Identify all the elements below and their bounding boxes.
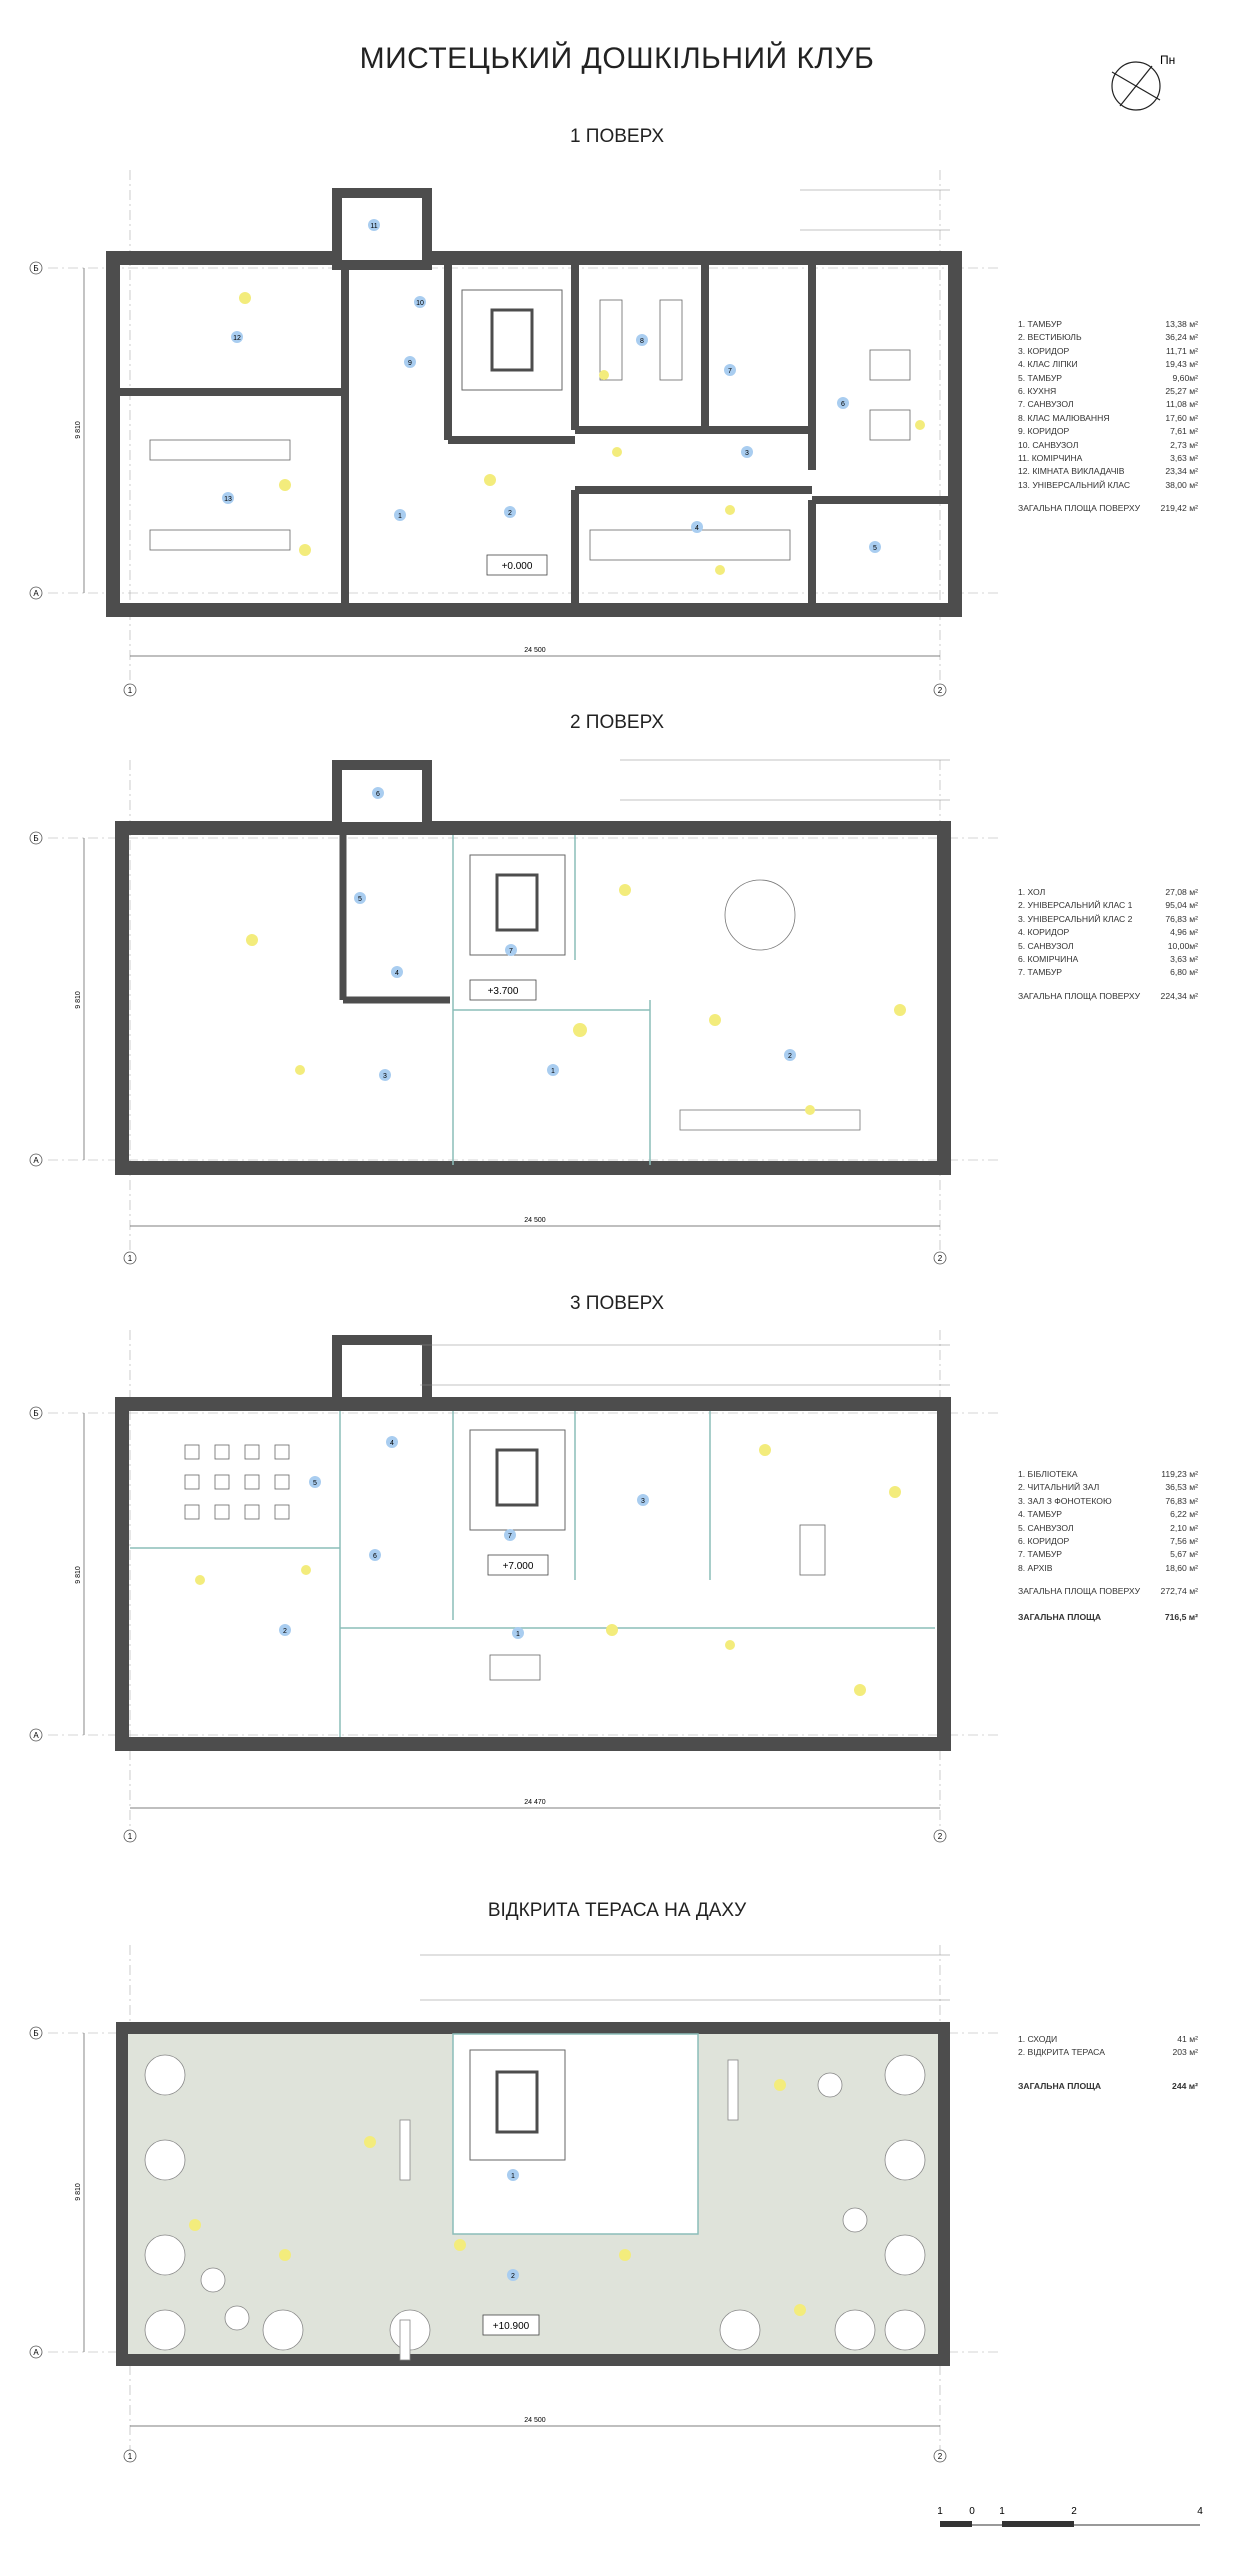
svg-text:2: 2	[283, 1628, 287, 1635]
room-name: 8. АРХІВ	[1018, 1562, 1053, 1573]
svg-text:5: 5	[358, 896, 362, 903]
room-area: 18,60 м²	[1165, 1562, 1198, 1573]
legend-row	[1018, 953, 1198, 966]
floor-1-depth-dim: 9 810	[75, 421, 82, 439]
room-area: 19,43 м²	[1165, 359, 1198, 370]
room-area: 23,34 м²	[1165, 466, 1198, 477]
floor-2-title: 2 ПОВЕРХ	[569, 712, 665, 733]
legend-row	[1018, 966, 1198, 979]
svg-text:4: 4	[390, 1440, 394, 1447]
svg-text:2: 2	[508, 510, 512, 517]
legend-row	[1018, 358, 1198, 371]
room-name: 8. КЛАС МАЛЮВАННЯ	[1018, 412, 1110, 423]
legend-row	[1018, 331, 1198, 344]
legend-row	[1018, 2033, 1198, 2046]
axis-a-label: А	[33, 589, 39, 598]
roof-width-dim: 24 500	[524, 2417, 546, 2424]
floor-3-width-dim: 24 470	[524, 1799, 546, 1806]
room-name: 5. САНВУЗОЛ	[1018, 940, 1074, 951]
room-area: 76,83 м²	[1165, 1495, 1198, 1506]
svg-text:6: 6	[841, 401, 845, 408]
legend-row	[1018, 1562, 1198, 1575]
legend-row	[1018, 940, 1198, 953]
legend-row	[1018, 1522, 1198, 1535]
room-name: 4. КОРИДОР	[1018, 927, 1070, 938]
floor-3-total	[1018, 1585, 1198, 1598]
axis-1-label: 1	[127, 1254, 133, 1263]
floor-1-title: 1 ПОВЕРХ	[569, 126, 665, 147]
room-name: 4. ТАМБУР	[1018, 1509, 1063, 1520]
scale-label-4: 2	[1071, 2506, 1077, 2517]
legend-row	[1018, 1548, 1198, 1561]
floor-2-level-label: +3.700	[487, 986, 519, 997]
room-name: 5. ТАМБУР	[1018, 372, 1063, 383]
svg-text:3: 3	[383, 1073, 387, 1080]
room-area: 27,08 м²	[1165, 887, 1198, 897]
axis-b-label: Б	[33, 264, 39, 273]
room-area: 7,56 м²	[1170, 1536, 1198, 1547]
legend-row	[1018, 452, 1198, 465]
scale-label-1: 1	[937, 2506, 943, 2517]
scale-bar	[937, 2506, 1203, 2527]
legend-row	[1018, 899, 1198, 912]
room-area: 6,22 м²	[1170, 1509, 1198, 1520]
axis-2-label: 2	[937, 686, 943, 695]
room-name: 2. ВЕСТИБЮЛЬ	[1018, 332, 1082, 343]
scale-label-2: 0	[969, 2506, 975, 2517]
legend-row	[1018, 439, 1198, 452]
svg-text:5: 5	[313, 1480, 317, 1487]
svg-text:1: 1	[551, 1068, 555, 1075]
grand-total-label: ЗАГАЛЬНА ПЛОЩА	[1018, 1611, 1102, 1622]
total-label: ЗАГАЛЬНА ПЛОЩА ПОВЕРХУ	[1018, 503, 1141, 514]
total-value: 224,34 м²	[1160, 990, 1198, 1001]
room-area: 3,63 м²	[1170, 453, 1198, 464]
legend-row	[1018, 913, 1198, 926]
room-name: 6. КУХНЯ	[1018, 386, 1057, 397]
legend-row	[1018, 2046, 1198, 2059]
room-name: 11. КОМІРЧИНА	[1018, 453, 1083, 464]
axis-2-label: 2	[937, 1832, 943, 1841]
svg-text:3: 3	[641, 1498, 645, 1505]
floor-2-plan	[30, 760, 1000, 1264]
room-area: 95,04 м²	[1165, 900, 1198, 911]
room-area: 36,24 м²	[1165, 332, 1198, 343]
room-area: 7,61 м²	[1170, 426, 1198, 437]
room-name: 1. ТАМБУР	[1018, 319, 1063, 329]
room-name: 3. УНІВЕРСАЛЬНИЙ КЛАС 2	[1018, 913, 1133, 924]
svg-text:4: 4	[395, 970, 399, 977]
svg-text:4: 4	[695, 525, 699, 532]
north-label: Пн	[1160, 53, 1176, 67]
legend-row	[1018, 1481, 1198, 1494]
legend-row	[1018, 926, 1198, 939]
axis-2-label: 2	[937, 1254, 943, 1263]
room-name: 1. СХОДИ	[1018, 2034, 1058, 2044]
room-name: 3. ЗАЛ З ФОНОТЕКОЮ	[1018, 1495, 1112, 1506]
roof-depth-dim: 9 810	[75, 2183, 82, 2201]
svg-text:6: 6	[373, 1553, 377, 1560]
room-area: 10,00м²	[1167, 940, 1198, 951]
axis-b-label: Б	[33, 834, 39, 843]
room-area: 2,10 м²	[1170, 1522, 1198, 1533]
room-name: 7. ТАМБУР	[1018, 967, 1063, 978]
room-area: 2,73 м²	[1170, 439, 1198, 450]
floor-2-total	[1018, 990, 1198, 1003]
room-area: 6,80 м²	[1170, 967, 1198, 978]
svg-text:3: 3	[745, 450, 749, 457]
svg-text:7: 7	[509, 948, 513, 955]
axis-a-label: А	[33, 2348, 39, 2357]
axis-b-label: Б	[33, 2029, 39, 2038]
svg-text:6: 6	[376, 791, 380, 798]
total-label: ЗАГАЛЬНА ПЛОЩА	[1018, 2080, 1102, 2091]
room-name: 13. УНІВЕРСАЛЬНИЙ КЛАС	[1018, 479, 1131, 490]
svg-text:12: 12	[233, 335, 241, 342]
floor-2-depth-dim: 9 810	[75, 991, 82, 1009]
room-name: 2. ВІДКРИТА ТЕРАСА	[1018, 2047, 1105, 2058]
room-name: 12. КІМНАТА ВИКЛАДАЧІВ	[1018, 466, 1125, 477]
grand-total-value: 716,5 м²	[1164, 1611, 1198, 1622]
legend-row	[1018, 345, 1198, 358]
legend-row	[1018, 385, 1198, 398]
room-name: 4. КЛАС ЛІПКИ	[1018, 359, 1078, 370]
floor-3-level-label: +7.000	[502, 1561, 534, 1572]
room-area: 3,63 м²	[1170, 954, 1198, 965]
svg-text:11: 11	[370, 223, 378, 230]
room-area: 13,38 м²	[1165, 319, 1198, 329]
room-area: 203 м²	[1172, 2047, 1198, 2058]
svg-text:1: 1	[398, 513, 402, 520]
svg-text:5: 5	[873, 545, 877, 552]
floor-3-room-numbers	[279, 1436, 649, 1639]
floor-1-total	[1018, 502, 1198, 515]
axis-1-label: 1	[127, 1832, 133, 1841]
room-name: 2. ЧИТАЛЬНИЙ ЗАЛ	[1018, 1482, 1100, 1493]
room-area: 4,96 м²	[1170, 927, 1198, 938]
axis-b-label: Б	[33, 1409, 39, 1418]
scale-label-5: 4	[1197, 2506, 1203, 2517]
room-area: 119,23 м²	[1161, 1469, 1198, 1479]
svg-text:7: 7	[508, 1533, 512, 1540]
floor-1-legend	[1018, 318, 1198, 516]
total-label: ЗАГАЛЬНА ПЛОЩА ПОВЕРХУ	[1018, 1586, 1141, 1597]
roof-title: ВІДКРИТА ТЕРАСА НА ДАХУ	[487, 1900, 747, 1921]
floor-3-title: 3 ПОВЕРХ	[569, 1293, 665, 1314]
legend-row	[1018, 1535, 1198, 1548]
room-area: 5,67 м²	[1170, 1549, 1198, 1560]
legend-row	[1018, 398, 1198, 411]
floor-1-width-dim: 24 500	[524, 647, 546, 654]
legend-row	[1018, 1495, 1198, 1508]
svg-text:1: 1	[516, 1631, 520, 1638]
legend-row	[1018, 479, 1198, 492]
roof-total	[1018, 2080, 1198, 2093]
room-name: 3. КОРИДОР	[1018, 345, 1070, 356]
total-value: 219,42 м²	[1160, 503, 1198, 514]
svg-text:9: 9	[408, 360, 412, 367]
svg-text:2: 2	[788, 1053, 792, 1060]
floor-3-depth-dim: 9 810	[75, 1566, 82, 1584]
roof-legend	[1018, 2033, 1198, 2093]
roof-terrace-plan	[30, 1945, 1000, 2462]
room-area: 36,53 м²	[1165, 1482, 1198, 1493]
floor-2-legend	[1018, 886, 1198, 1003]
room-name: 10. САНВУЗОЛ	[1018, 439, 1079, 450]
legend-row	[1018, 465, 1198, 478]
svg-text:7: 7	[728, 368, 732, 375]
room-area: 9,60м²	[1172, 372, 1198, 383]
room-area: 11,08 м²	[1165, 399, 1198, 410]
axis-2-label: 2	[937, 2452, 943, 2461]
axis-1-label: 1	[127, 2452, 133, 2461]
room-name: 1. ХОЛ	[1018, 887, 1046, 897]
legend-row	[1018, 372, 1198, 385]
room-area: 76,83 м²	[1165, 913, 1198, 924]
axis-a-label: А	[33, 1731, 39, 1740]
room-name: 2. УНІВЕРСАЛЬНИЙ КЛАС 1	[1018, 900, 1133, 911]
sheet-title: МИСТЕЦЬКИЙ ДОШКІЛЬНИЙ КЛУБ	[359, 42, 875, 75]
roof-level-label: +10.900	[492, 2321, 530, 2332]
svg-text:10: 10	[416, 300, 424, 307]
room-area: 17,60 м²	[1165, 412, 1198, 423]
room-name: 1. БІБЛІОТЕКА	[1018, 1469, 1078, 1479]
axis-1-label: 1	[127, 686, 133, 695]
legend-row	[1018, 886, 1198, 899]
room-area: 11,71 м²	[1165, 345, 1198, 356]
total-value: 272,74 м²	[1160, 1586, 1198, 1597]
room-name: 6. КОРИДОР	[1018, 1536, 1070, 1547]
legend-row	[1018, 318, 1198, 331]
room-name: 7. ТАМБУР	[1018, 1549, 1063, 1560]
svg-text:2: 2	[511, 2273, 515, 2280]
room-name: 6. КОМІРЧИНА	[1018, 954, 1079, 965]
building-grand-total	[1018, 1611, 1198, 1624]
floor-3-legend	[1018, 1468, 1198, 1624]
axis-a-label: А	[33, 1156, 39, 1165]
svg-text:8: 8	[640, 338, 644, 345]
legend-row	[1018, 412, 1198, 425]
room-area: 38,00 м²	[1165, 479, 1198, 490]
room-name: 5. САНВУЗОЛ	[1018, 1522, 1074, 1533]
svg-text:13: 13	[224, 496, 232, 503]
legend-row	[1018, 1508, 1198, 1521]
floor-1-level-label: +0.000	[501, 561, 533, 572]
legend-row	[1018, 1468, 1198, 1481]
room-name: 7. САНВУЗОЛ	[1018, 399, 1074, 410]
scale-label-3: 1	[999, 2506, 1005, 2517]
svg-text:1: 1	[511, 2173, 515, 2180]
floor-1-plan	[30, 170, 1000, 696]
legend-row	[1018, 425, 1198, 438]
room-name: 9. КОРИДОР	[1018, 426, 1070, 437]
room-area: 25,27 м²	[1165, 386, 1198, 397]
total-label: ЗАГАЛЬНА ПЛОЩА ПОВЕРХУ	[1018, 990, 1141, 1001]
total-value: 244 м²	[1172, 2080, 1198, 2091]
floor-3-plan	[30, 1330, 1000, 1842]
floor-2-width-dim: 24 500	[524, 1217, 546, 1224]
north-arrow-icon	[1112, 53, 1175, 110]
room-area: 41 м²	[1177, 2034, 1198, 2044]
